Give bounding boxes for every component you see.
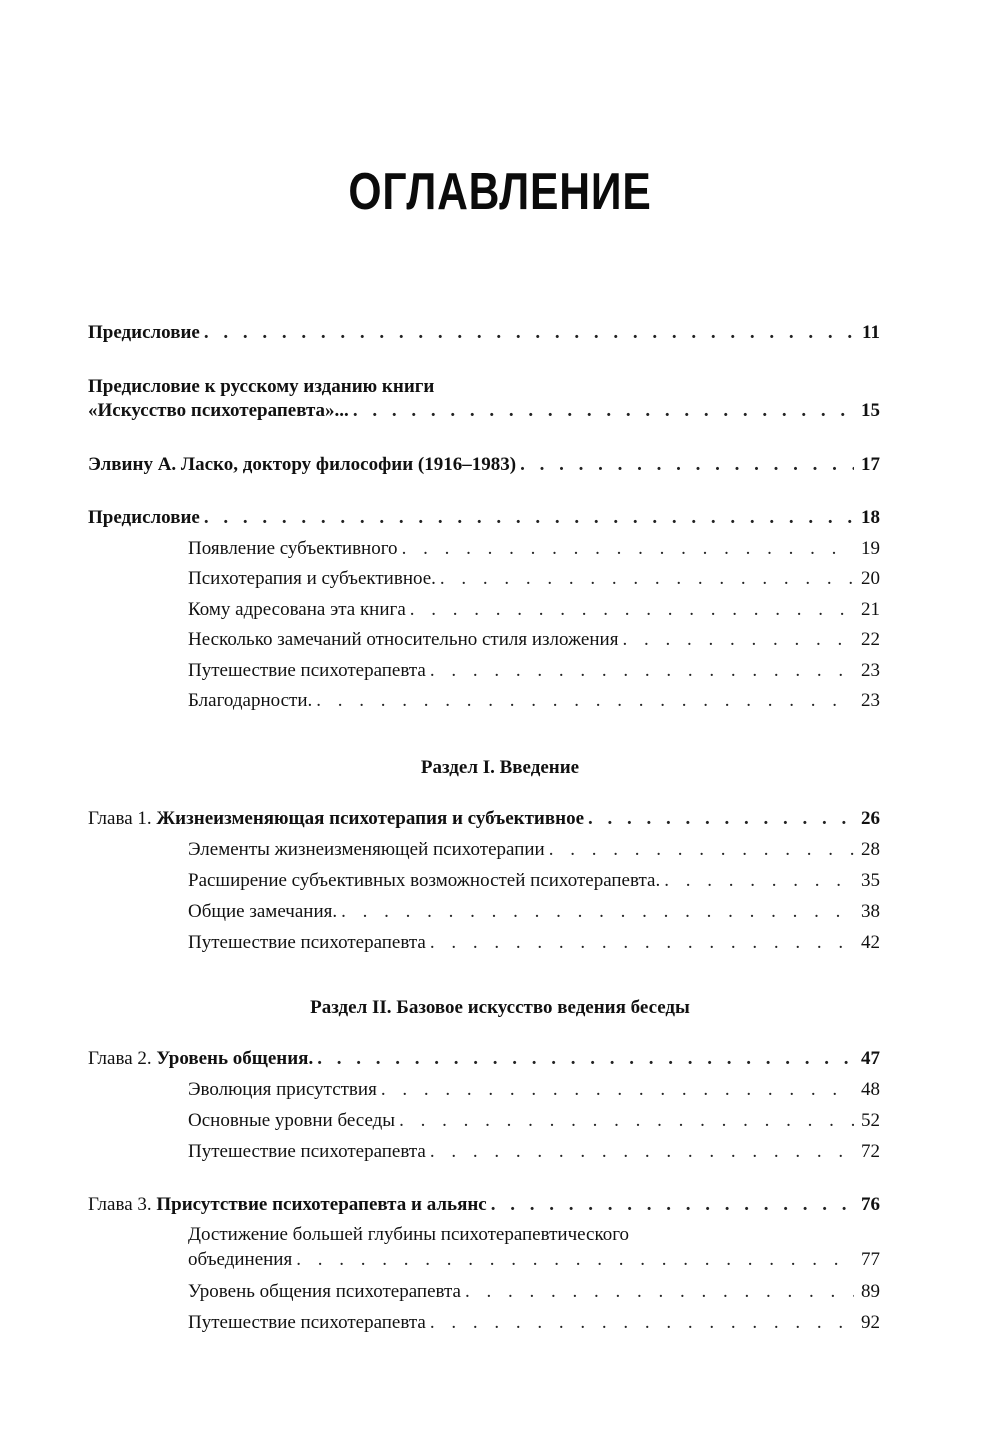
chapter-title: Уровень общения. [156, 1048, 314, 1069]
dot-leader [520, 453, 854, 477]
toc-entry-label: Путешествие психотерапевта [188, 660, 426, 681]
toc-chapter-3 [88, 1193, 880, 1217]
toc-entry-label: Благодарности. [188, 690, 313, 711]
toc-entry-label: Предисловие [88, 322, 200, 343]
toc-entry-label: Предисловие [88, 507, 200, 528]
toc-subentry [188, 1248, 880, 1272]
toc-entry-label: Общие замечания. [188, 901, 338, 922]
toc-page-number: 52 [861, 1110, 880, 1131]
toc-entry-preface-1 [88, 321, 880, 345]
toc-entry-label: Основные уровни беседы [188, 1110, 396, 1131]
toc-page-number: 42 [861, 932, 880, 953]
dot-leader [430, 931, 854, 955]
toc-subentry [188, 900, 880, 924]
toc-page-number: 23 [861, 690, 880, 711]
dot-leader [430, 1140, 854, 1164]
section-heading-1: Раздел I. Введение [420, 757, 580, 778]
toc-subentry [188, 838, 880, 862]
section-heading-2: Раздел II. Базовое искусство ведения беседы [310, 997, 690, 1018]
toc-subentry [188, 1280, 880, 1304]
dot-leader [440, 567, 854, 591]
toc-subentry [188, 1140, 880, 1164]
chapter-prefix: Глава 2. [88, 1048, 152, 1069]
dot-leader [549, 838, 854, 862]
toc-page-number: 18 [861, 507, 880, 528]
toc-page-number: 77 [861, 1249, 880, 1270]
toc-page-number: 22 [861, 629, 880, 650]
dot-leader [430, 659, 854, 683]
toc-subentry [188, 869, 880, 893]
chapter-title: Жизнеизменяющая психотерапия и субъективное [156, 808, 585, 829]
toc-page-number: 89 [861, 1281, 880, 1302]
toc-entry-label: объединения [188, 1249, 293, 1270]
toc-page-number: 23 [861, 660, 880, 681]
toc-entry-label: «Искусство психотерапевта»... [88, 400, 349, 421]
page-title: ОГЛАВЛЕНИЕ [348, 163, 652, 221]
toc-entry-russian-preface [88, 399, 880, 423]
dot-leader [588, 807, 854, 831]
toc-page-number: 20 [861, 568, 880, 589]
toc-page-number: 92 [861, 1312, 880, 1333]
toc-entry-dedication [88, 453, 880, 477]
dot-leader [430, 1311, 854, 1335]
toc-entry-label: Эволюция присутствия [188, 1079, 377, 1100]
toc-subentry [188, 659, 880, 683]
toc-entry-label: Появление субъективного [188, 538, 398, 559]
toc-subentry [188, 598, 880, 622]
toc-entry-label [88, 807, 584, 831]
toc-entry-label: Психотерапия и субъективное. [188, 568, 436, 589]
toc-entry-label: Уровень общения психотерапевта [188, 1281, 461, 1302]
toc-page-number: 48 [861, 1079, 880, 1100]
toc-chapter-1 [88, 807, 880, 831]
dot-leader [341, 900, 854, 924]
dot-leader [204, 321, 854, 345]
toc-page-number: 47 [861, 1048, 880, 1069]
toc-entry-label: Расширение субъективных возможностей психотерапевта. [188, 870, 661, 891]
dot-leader [316, 689, 854, 713]
dot-leader [204, 506, 854, 530]
toc-chapter-2 [88, 1047, 880, 1071]
dot-leader [491, 1193, 854, 1217]
dot-leader [402, 537, 854, 561]
toc-page-number: 19 [861, 538, 880, 559]
toc-page-number: 35 [861, 870, 880, 891]
chapter-title: Присутствие психотерапевта и альянс [156, 1194, 487, 1215]
dot-leader [353, 399, 854, 423]
toc-page-number: 26 [861, 808, 880, 829]
dot-leader [664, 869, 854, 893]
dot-leader [381, 1078, 854, 1102]
toc-page-number: 17 [861, 454, 880, 475]
toc-entry-label: Путешествие психотерапевта [188, 1141, 426, 1162]
toc-page-number: 21 [861, 599, 880, 620]
dot-leader [317, 1047, 854, 1071]
toc-subentry [188, 537, 880, 561]
dot-leader [296, 1248, 854, 1272]
toc-entry-label: Путешествие психотерапевта [188, 932, 426, 953]
toc-entry-label: Несколько замечаний относительно стиля изложения [188, 629, 619, 650]
toc-subentry [188, 931, 880, 955]
dot-leader [399, 1109, 854, 1133]
toc-page-number: 38 [861, 901, 880, 922]
toc-entry-label [88, 1193, 487, 1217]
toc-page-number: 76 [861, 1194, 880, 1215]
toc-subentry [188, 1311, 880, 1335]
toc-page-number: 15 [861, 400, 880, 421]
toc-subentry-line1: Достижение большей глубины психотерапевтического [188, 1224, 630, 1245]
toc-entry-russian-preface-line1: Предисловие к русскому изданию книги [88, 376, 435, 397]
toc-entry-label: Путешествие психотерапевта [188, 1312, 426, 1333]
toc-entry-label: Элвину А. Ласко, доктору философии (1916–1983) [88, 454, 517, 475]
toc-entry-label [88, 1047, 313, 1071]
toc-page-number: 28 [861, 839, 880, 860]
toc-page-number: 11 [862, 322, 880, 343]
toc-entry-label: Элементы жизнеизменяющей психотерапии [188, 839, 545, 860]
toc-subentry [188, 567, 880, 591]
dot-leader [465, 1280, 854, 1304]
chapter-prefix: Глава 1. [88, 808, 152, 829]
toc-entry-label: Кому адресована эта книга [188, 599, 406, 620]
chapter-prefix: Глава 3. [88, 1194, 152, 1215]
toc-subentry [188, 628, 880, 652]
toc-subentry [188, 1109, 880, 1133]
toc-subentry [188, 1078, 880, 1102]
dot-leader [622, 628, 854, 652]
toc-subentry [188, 689, 880, 713]
toc-entry-preface-2 [88, 506, 880, 530]
dot-leader [410, 598, 854, 622]
toc-page-number: 72 [861, 1141, 880, 1162]
